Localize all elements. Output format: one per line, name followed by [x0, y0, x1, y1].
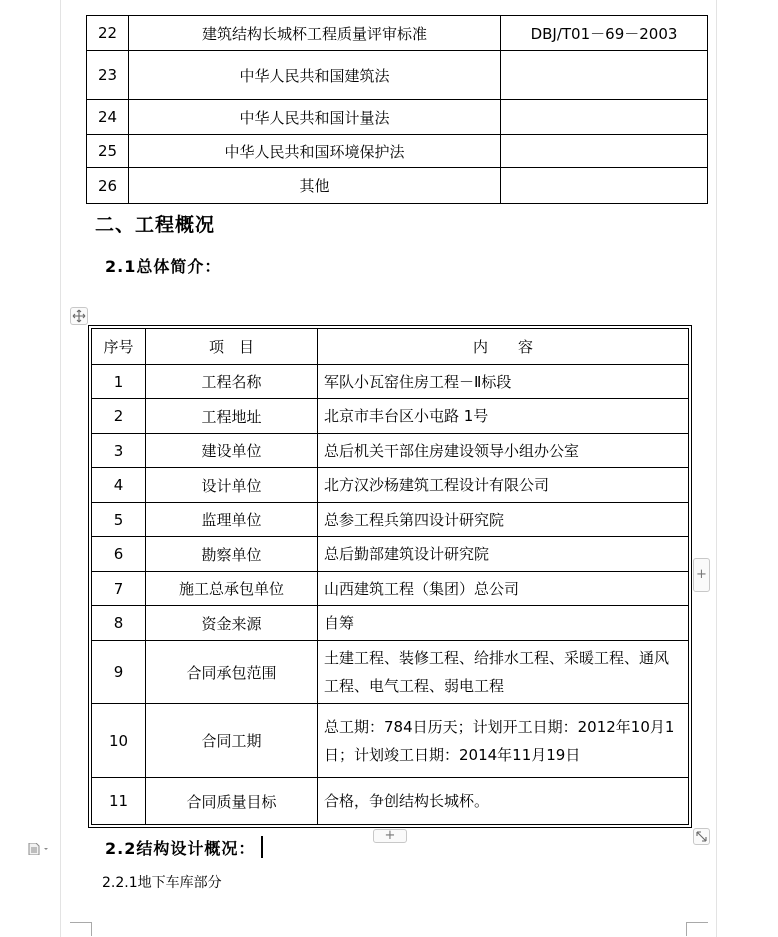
row-item: 工程地址 [146, 399, 318, 434]
row-item: 工程名称 [146, 365, 318, 399]
row-item: 勘察单位 [146, 537, 318, 572]
header-no: 序号 [92, 329, 146, 365]
plus-icon: + [384, 828, 396, 843]
row-content: 总工期：784日历天；计划开工日期：2012年10月1日；计划竣工日期：2014年11月19日 [318, 704, 689, 778]
table-row [87, 51, 708, 100]
crop-mark-bottom-right [686, 922, 708, 936]
add-row-button[interactable] [373, 829, 407, 843]
table-header-row [92, 329, 689, 365]
row-content: 山西建筑工程（集团）总公司 [318, 572, 689, 606]
row-item: 监理单位 [146, 503, 318, 537]
standard-code: DBJ/T01－69－2003 [501, 16, 708, 51]
row-item: 资金来源 [146, 606, 318, 641]
table-row [92, 704, 689, 778]
plus-icon: + [696, 567, 707, 582]
row-content: 总后勤部建筑设计研究院 [318, 537, 689, 572]
section-heading: 二、工程概况 [95, 214, 216, 236]
row-number: 10 [92, 704, 146, 778]
row-number: 4 [92, 468, 146, 503]
row-number: 6 [92, 537, 146, 572]
table-row [92, 778, 689, 825]
row-content: 总后机关干部住房建设领导小组办公室 [318, 434, 689, 468]
resize-diagonal-icon [695, 830, 708, 843]
standard-code [501, 135, 708, 168]
row-number: 24 [87, 100, 129, 135]
table-move-handle[interactable] [70, 307, 88, 325]
row-number: 3 [92, 434, 146, 468]
table-row [87, 168, 708, 204]
move-arrows-icon [72, 309, 86, 323]
row-item: 合同质量目标 [146, 778, 318, 825]
standard-code [501, 168, 708, 204]
page-right-edge [716, 0, 717, 937]
subsection-heading-overview: 2.1总体简介： [105, 257, 222, 276]
row-number: 9 [92, 641, 146, 704]
table-row [92, 399, 689, 434]
table-row [92, 365, 689, 399]
row-number: 2 [92, 399, 146, 434]
crop-mark-bottom-left [70, 922, 92, 936]
subsection-heading-basement-garage: 2.2.1地下车库部分 [102, 875, 222, 891]
row-content: 自筹 [318, 606, 689, 641]
standard-code [501, 51, 708, 100]
paste-options-button[interactable] [28, 840, 50, 852]
table-row [92, 606, 689, 641]
table-row [87, 16, 708, 51]
subsection-heading-text: 2.2结构设计概况： [105, 839, 256, 858]
standard-code [501, 100, 708, 135]
row-number: 26 [87, 168, 129, 204]
table-row [92, 468, 689, 503]
row-content: 总参工程兵第四设计研究院 [318, 503, 689, 537]
row-content: 合格，争创结构长城杯。 [318, 778, 689, 825]
row-number: 5 [92, 503, 146, 537]
header-content: 内 容 [318, 329, 689, 365]
row-number: 11 [92, 778, 146, 825]
table-row [87, 135, 708, 168]
standard-name: 中华人民共和国环境保护法 [129, 135, 501, 168]
row-item: 建设单位 [146, 434, 318, 468]
table-row [92, 572, 689, 606]
row-item: 合同承包范围 [146, 641, 318, 704]
text-cursor [261, 836, 263, 858]
row-item: 设计单位 [146, 468, 318, 503]
table-row [92, 641, 689, 704]
project-overview-table-frame [88, 325, 692, 828]
project-overview-table [91, 328, 689, 825]
row-content: 军队小瓦窑住房工程－Ⅱ标段 [318, 365, 689, 399]
row-number: 22 [87, 16, 129, 51]
header-item: 项 目 [146, 329, 318, 365]
subsection-heading-structure [105, 836, 263, 859]
row-number: 7 [92, 572, 146, 606]
table-row [87, 100, 708, 135]
reference-standards-table [86, 15, 708, 204]
table-resize-handle[interactable] [693, 828, 710, 845]
row-number: 8 [92, 606, 146, 641]
document-icon [28, 843, 50, 855]
table-row [92, 537, 689, 572]
table-row [92, 503, 689, 537]
standard-name: 建筑结构长城杯工程质量评审标准 [129, 16, 501, 51]
standard-name: 中华人民共和国计量法 [129, 100, 501, 135]
row-item: 合同工期 [146, 704, 318, 778]
row-content: 北方汉沙杨建筑工程设计有限公司 [318, 468, 689, 503]
row-content: 土建工程、装修工程、给排水工程、采暖工程、通风工程、电气工程、弱电工程 [318, 641, 689, 704]
page-left-edge [60, 0, 61, 937]
add-column-button[interactable] [693, 558, 710, 592]
row-number: 23 [87, 51, 129, 100]
standard-name: 中华人民共和国建筑法 [129, 51, 501, 100]
row-number: 1 [92, 365, 146, 399]
row-content: 北京市丰台区小屯路 1号 [318, 399, 689, 434]
row-number: 25 [87, 135, 129, 168]
row-item: 施工总承包单位 [146, 572, 318, 606]
standard-name: 其他 [129, 168, 501, 204]
table-row [92, 434, 689, 468]
